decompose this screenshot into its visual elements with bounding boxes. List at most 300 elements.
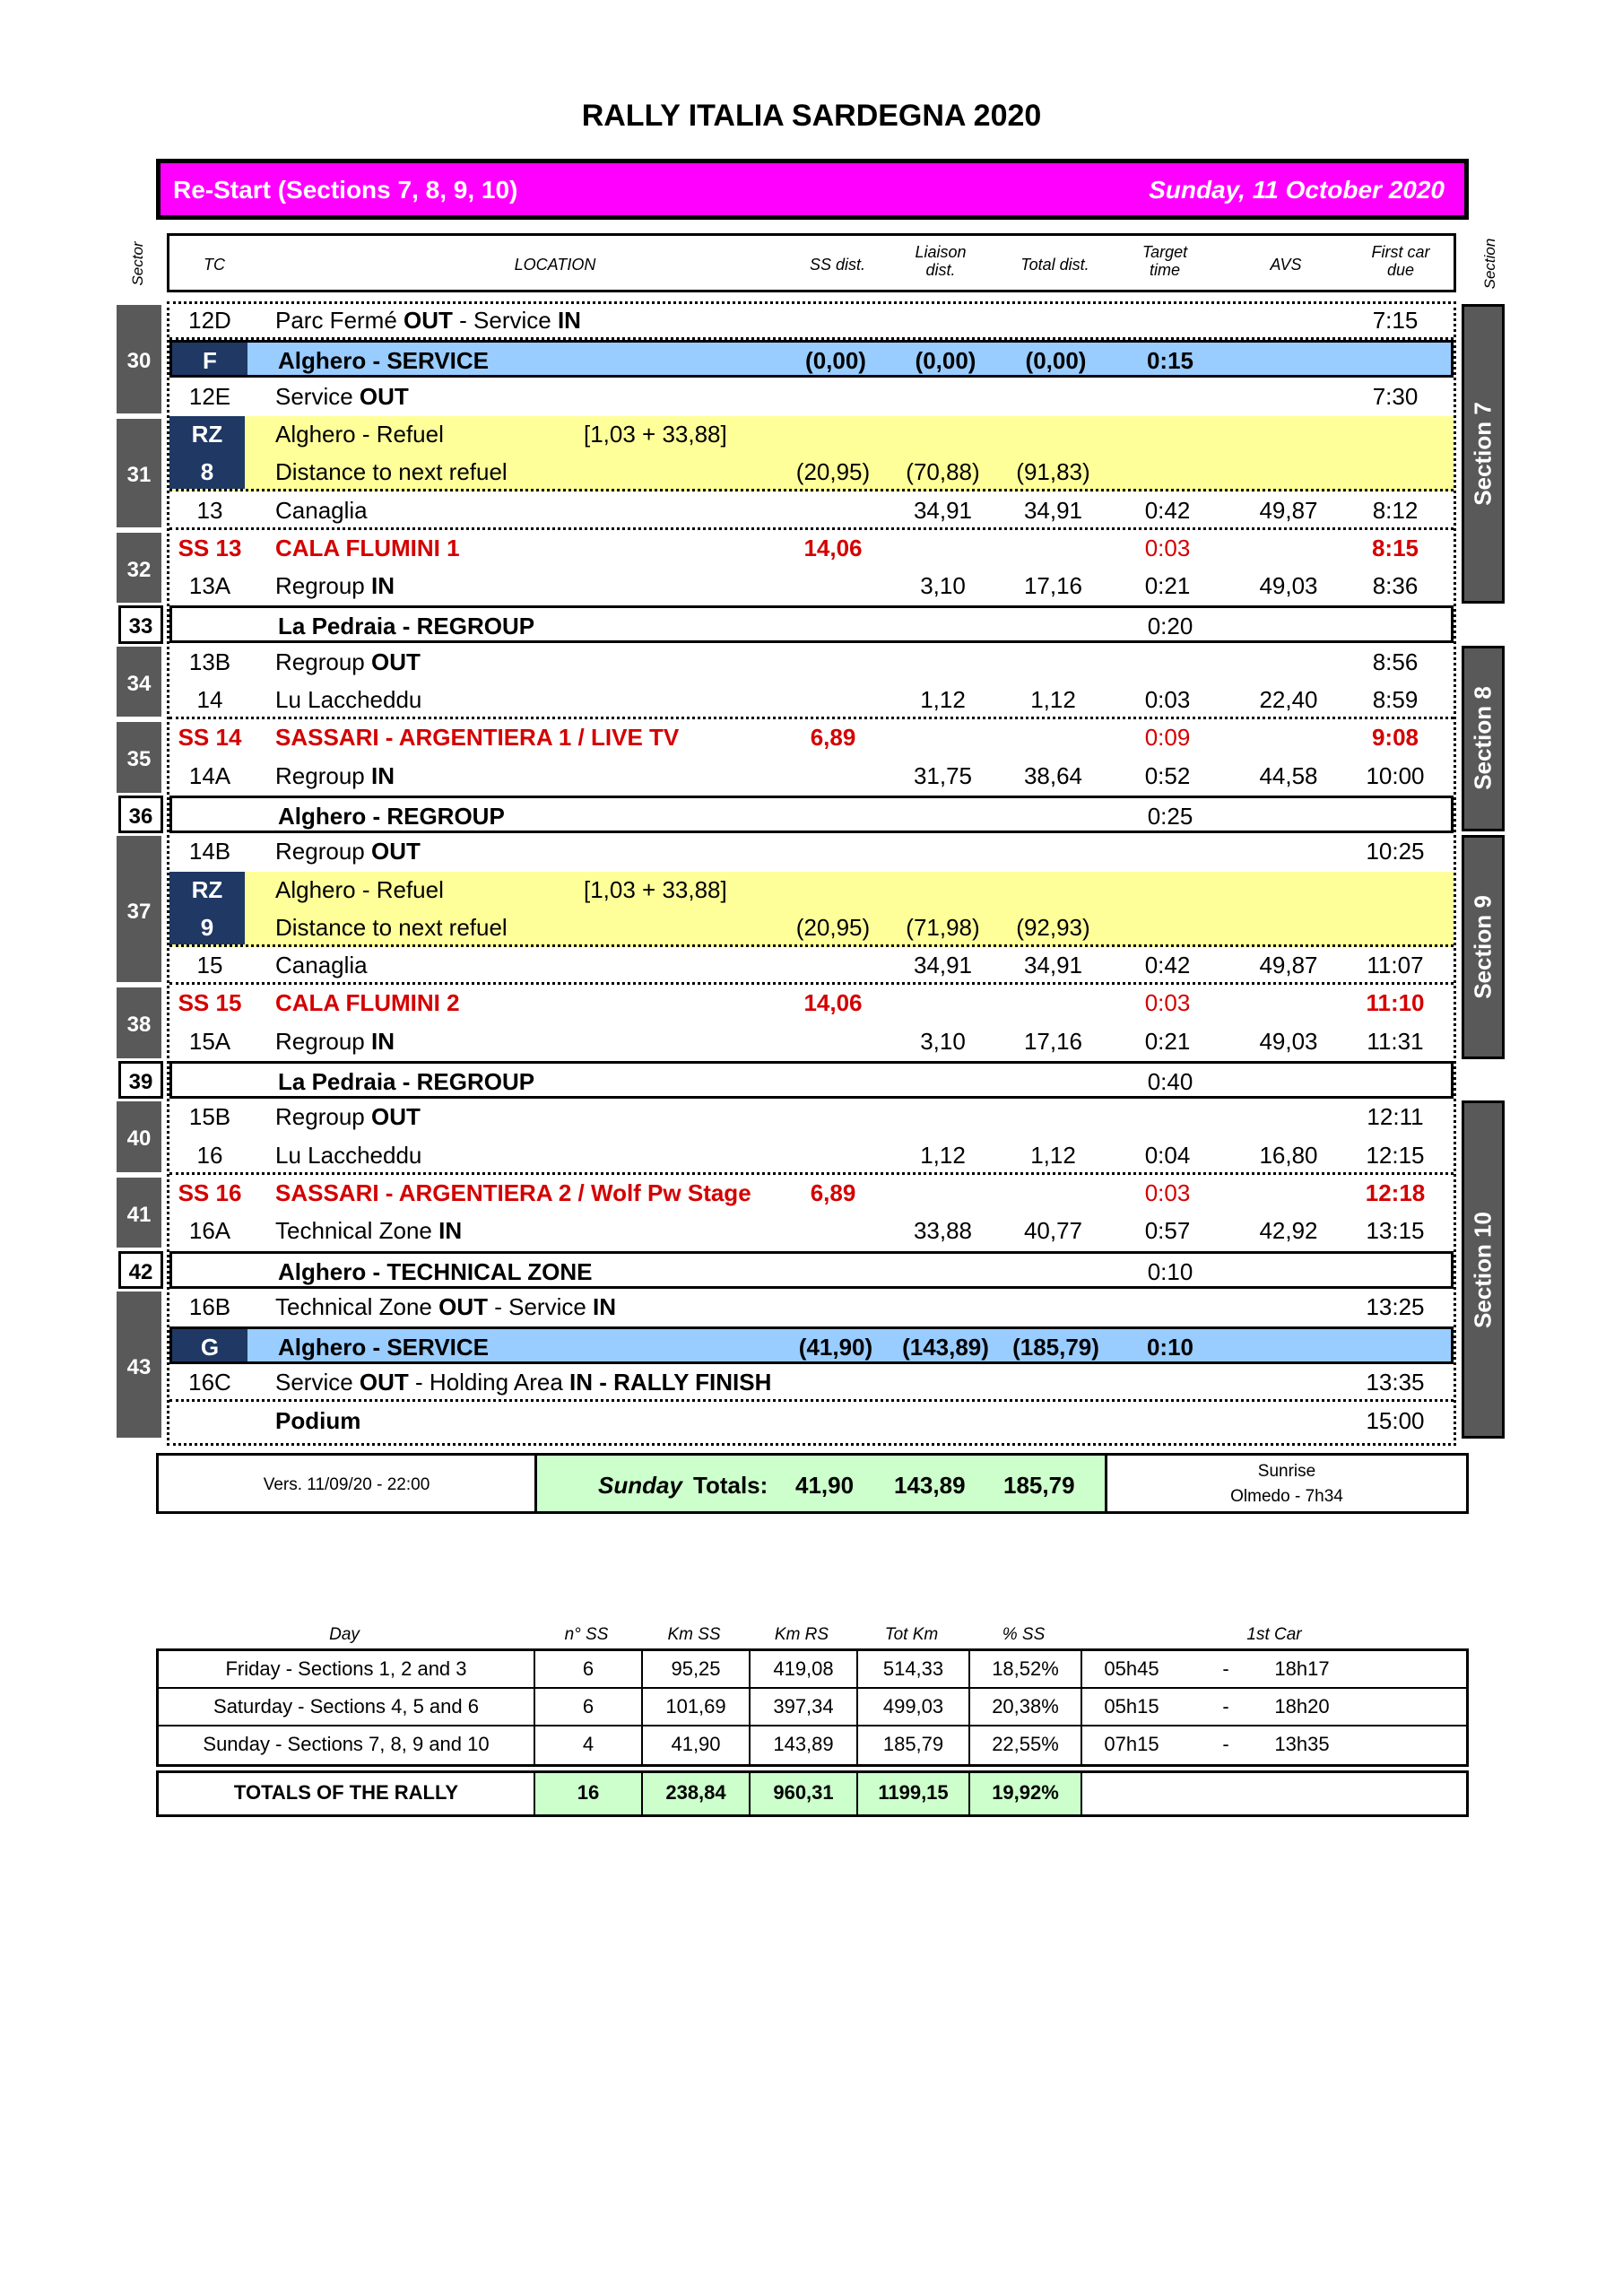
first-car-due: 11:10 [1366,989,1425,1017]
table-row [169,1403,1454,1440]
location-part: IN [370,572,395,600]
location-text: Regroup [275,648,371,675]
table-row [169,530,1454,568]
location [275,686,421,714]
col-avs: AVS [1270,256,1302,274]
ss-dist: (0,00) [805,347,866,375]
tc-code: RZ [191,420,223,448]
summary-header: 1st Car [1246,1625,1302,1644]
liaison-dist: (70,88) [906,458,980,486]
location [275,307,581,335]
col-target-time: Target time [1141,243,1188,279]
section-bar [1462,835,1505,1059]
first-car-due: 8:59 [1372,686,1419,713]
sunrise-info [1107,1456,1466,1511]
location [275,1142,421,1170]
first-car-due: 8:15 [1371,534,1419,561]
first-car-due: 10:00 [1366,761,1425,789]
table-row [169,644,1454,682]
target-time: 0:52 [1144,761,1191,789]
location-text: Technical Zone [275,1217,439,1245]
location-text: Technical Zone [275,1292,439,1320]
liaison-dist: 34,91 [913,496,973,524]
tc-code: 9 [200,913,214,941]
tc-code: F [203,347,217,375]
first-car-due: 11:07 [1367,952,1424,979]
target-time: 0:10 [1146,1334,1194,1361]
first-car-due: 15:00 [1366,1406,1425,1434]
avs-speed: 22,40 [1259,686,1318,713]
table-row [169,1061,1454,1099]
summary-header: Tot Km [884,1625,939,1644]
location-text: Regroup [275,1103,371,1131]
sector-number: 40 [117,1099,161,1175]
avs-speed: 42,92 [1259,1217,1318,1245]
target-time: 0:21 [1144,1027,1191,1055]
avs-speed: 49,87 [1259,952,1318,979]
tc-code: RZ [191,875,223,903]
location [278,347,489,375]
avs-speed: 49,03 [1259,572,1318,600]
summary-first-car: 05h15 [1104,1695,1159,1718]
location-part: - Service [488,1292,594,1320]
summary-first-car: 05h45 [1104,1657,1159,1680]
total-dist: (185,79) [1012,1334,1099,1361]
tc-code: SS 15 [178,989,242,1017]
location-text: Service [275,1369,360,1396]
ss-dist: (20,95) [795,913,871,941]
first-car-due: 8:12 [1372,496,1419,524]
total-dist: 40,77 [1023,1217,1083,1245]
location [275,876,444,904]
tc-code: 12E [188,382,231,410]
location-part: IN [438,1217,463,1245]
location-text: CALA FLUMINI 1 [275,534,460,561]
refuel-note: [1,03 + 33,88] [584,420,727,448]
location-part: OUT [359,382,409,410]
table-row [169,796,1454,833]
target-time: 0:03 [1144,989,1191,1017]
table-row [169,1023,1454,1061]
tc-code: 14A [188,761,231,789]
location-part: IN [370,1027,395,1055]
table-row [169,682,1454,719]
section-bar [1462,1100,1505,1439]
location [275,1407,360,1435]
summary-header: n° SS [564,1625,609,1644]
tc-code: 15B [188,1103,231,1131]
sector-number: 42 [118,1251,163,1289]
location [275,383,409,411]
summary-total-cell: 1199,15 [858,1773,970,1814]
summary-totals-row [159,1773,1466,1814]
table-row [169,909,1454,947]
location-text: Service [275,382,360,410]
table-row [169,1175,1454,1213]
table-row [169,1251,1454,1289]
totals-ss: 41,90 [795,1472,855,1499]
location [275,458,508,486]
ss-dist: 6,89 [810,724,856,752]
target-time: 0:20 [1147,613,1193,640]
summary-cell: 499,03 [858,1689,970,1725]
liaison-dist: 31,75 [913,761,973,789]
summary-first-car: 13h35 [1274,1733,1330,1755]
total-dist: (92,93) [1016,913,1090,941]
tc-code: SS 16 [178,1178,242,1206]
section-label: Section 7 [1469,402,1497,506]
location [278,1068,534,1096]
liaison-dist: (71,98) [906,913,980,941]
first-car-due: 12:11 [1367,1103,1424,1131]
target-time: 0:03 [1144,686,1191,713]
tc-code: G [200,1334,220,1361]
col-ss-dist: SS dist. [809,256,866,274]
table-row [169,1099,1454,1136]
location [275,1179,751,1207]
liaison-dist: 1,12 [920,686,966,713]
summary-cell: 22,55% [970,1726,1082,1764]
summary-header: Km RS [774,1625,829,1644]
liaison-dist: 34,91 [913,952,973,979]
avs-speed: 16,80 [1259,1141,1318,1169]
summary-total-cell: TOTALS OF THE RALLY [159,1773,535,1814]
table-row [169,872,1454,909]
table-row [169,492,1454,530]
column-headers [167,233,1456,292]
summary-cell: Saturday - Sections 4, 5 and 6 [159,1689,535,1725]
summary-cell: 18,52% [970,1651,1082,1687]
sector-number: 39 [118,1061,163,1099]
tc-code: 13B [188,648,231,675]
location-part: IN [370,761,395,789]
target-time: 0:21 [1144,572,1191,600]
target-time: 0:10 [1147,1257,1193,1285]
tc-code: 13A [188,572,231,600]
location-text: La Pedraia - REGROUP [278,613,535,640]
ss-dist: 6,89 [810,1178,856,1206]
location [275,535,460,562]
table-row [169,1213,1454,1250]
summary-cell: Sunday - Sections 7, 8, 9 and 10 [159,1726,535,1764]
table-row [169,454,1454,491]
location [278,1334,489,1361]
location-text: Alghero - Refuel [275,420,444,448]
tc-code: 16A [188,1217,231,1245]
tc-code: 12D [188,307,231,334]
location-part: IN - RALLY FINISH [569,1369,772,1396]
sector-number: 43 [117,1289,161,1440]
total-dist: 38,64 [1023,761,1083,789]
sector-number: 34 [117,644,161,720]
location [278,613,534,640]
location-part: - Holding Area [408,1369,570,1396]
location-text: Distance to next refuel [275,913,508,941]
sunday-totals [537,1456,1107,1511]
avs-speed: 49,03 [1259,1027,1318,1055]
first-car-due: 10:25 [1366,838,1425,865]
location-part: OUT [370,838,421,865]
location [275,762,395,790]
summary-cell: Friday - Sections 1, 2 and 3 [159,1651,535,1687]
summary-row [159,1689,1466,1726]
location-text: Regroup [275,761,371,789]
total-dist: 34,91 [1023,496,1083,524]
target-time: 0:03 [1144,1178,1191,1206]
first-car-due: 13:15 [1366,1217,1425,1245]
totals-total: 185,79 [1003,1472,1075,1499]
refuel-note: [1,03 + 33,88] [584,875,727,903]
location [275,914,508,942]
sector-number: 30 [117,302,161,416]
liaison-dist: 3,10 [920,572,966,600]
summary-header: Day [329,1625,360,1644]
summary-row [159,1651,1466,1689]
location [275,1217,462,1245]
ss-dist: 14,06 [803,534,863,561]
total-dist: (0,00) [1025,347,1087,375]
summary-header: % SS [1002,1625,1046,1644]
target-time: 0:15 [1146,347,1194,375]
location-text: Parc Fermé [275,307,404,334]
summary-header: Km SS [667,1625,721,1644]
section-bar [1462,304,1505,604]
location [275,421,444,448]
totals-label: Totals: [693,1472,768,1499]
liaison-dist: (143,89) [902,1334,989,1361]
summary-first-car: 07h15 [1104,1733,1159,1755]
location-text: Lu Laccheddu [275,686,422,713]
summary-first-car: 18h17 [1274,1657,1330,1680]
ss-dist: 14,06 [803,989,863,1017]
table-row [169,947,1454,985]
tc-code: SS 13 [178,534,242,561]
summary-cell: 95,25 [643,1651,751,1687]
tc-code: 13 [196,496,223,524]
first-car-due: 8:36 [1372,572,1419,600]
table-row [169,1137,1454,1175]
location [275,1369,771,1396]
target-time: 0:25 [1147,802,1193,830]
location-text: Alghero - REGROUP [278,802,505,830]
tc-code: 8 [200,458,214,486]
first-car-due: 9:08 [1371,724,1419,752]
table-row [169,1364,1454,1402]
day-banner [156,159,1469,220]
total-dist: (91,83) [1016,458,1090,486]
summary-cell: 41,90 [643,1726,751,1764]
location-text: Podium [275,1406,361,1434]
first-car-due: 7:15 [1372,307,1419,334]
section-label: Section 10 [1469,1211,1497,1328]
location-part: IN [593,1292,617,1320]
avs-speed: 44,58 [1259,761,1318,789]
summary-cell: 143,89 [751,1726,858,1764]
summary-cell: 6 [535,1689,643,1725]
banner-date: Sunday, 11 October 2020 [1149,176,1445,204]
col-total-dist: Total dist. [1020,256,1089,274]
liaison-dist: (0,00) [915,347,976,375]
target-time: 0:42 [1144,952,1191,979]
location [275,648,421,676]
tc-code: 16 [196,1141,223,1169]
liaison-dist: 33,88 [913,1217,973,1245]
summary-first-car: - [1222,1695,1229,1718]
ss-dist: (41,90) [798,1334,873,1361]
sunrise-label: Sunrise [1257,1462,1316,1481]
sunrise-place: Olmedo - 7h34 [1230,1487,1343,1506]
location-part: OUT [404,307,453,334]
summary-cell: 419,08 [751,1651,858,1687]
summary-row [159,1726,1466,1764]
location-text: Alghero - TECHNICAL ZONE [278,1257,593,1285]
first-car-due: 13:35 [1366,1369,1425,1396]
table-row [169,833,1454,871]
target-time: 0:04 [1144,1141,1191,1169]
section-label: Section 8 [1469,686,1497,791]
total-dist: 34,91 [1023,952,1083,979]
table-row [169,416,1454,454]
location [275,497,368,525]
col-liaison-dist: Liaison dist. [915,243,967,279]
tc-code: 14B [188,838,231,865]
first-car-due: 8:56 [1372,648,1419,675]
avs-speed: 49,87 [1259,496,1318,524]
location-text: Alghero - Refuel [275,875,444,903]
location [275,1293,616,1321]
first-car-due: 13:25 [1366,1292,1425,1320]
tc-code: 15 [196,952,223,979]
table-row [169,340,1454,378]
summary-total-cell: 19,92% [970,1773,1082,1814]
summary-cell: 514,33 [858,1651,970,1687]
table-row [169,302,1454,340]
summary-cell: 20,38% [970,1689,1082,1725]
target-time: 0:09 [1144,724,1191,752]
sector-number: 36 [118,796,163,833]
location-text: CALA FLUMINI 2 [275,989,460,1017]
location-part: OUT [370,1103,421,1131]
total-dist: 17,16 [1023,572,1083,600]
location-part: OUT [370,648,421,675]
summary-cell: 397,34 [751,1689,858,1725]
summary-table [156,1648,1469,1767]
sector-number: 41 [117,1175,161,1251]
location [275,572,395,600]
sector-number: 32 [117,530,161,606]
target-time: 0:40 [1147,1068,1193,1095]
col-location: LOCATION [514,256,596,274]
location-text: Alghero - SERVICE [278,1334,490,1361]
sector-number: 33 [118,605,163,643]
first-car-due: 12:18 [1365,1178,1426,1206]
tc-code: 16B [188,1292,231,1320]
location [275,838,421,865]
location-text: SASSARI - ARGENTIERA 2 / Wolf Pw Stage [275,1178,751,1206]
totals-day: Sunday [598,1472,682,1499]
total-dist: 1,12 [1030,1141,1076,1169]
tc-code: 15A [188,1027,231,1055]
version-label: Vers. 11/09/20 - 22:00 [159,1456,537,1511]
tc-code: SS 14 [178,724,242,752]
target-time: 0:42 [1144,496,1191,524]
summary-cell: 6 [535,1651,643,1687]
location-text: Canaglia [275,952,368,979]
totals-liaison: 143,89 [894,1472,966,1499]
summary-cell: 101,69 [643,1689,751,1725]
location [275,1103,421,1131]
location-part: - Service [452,307,558,334]
location [275,724,679,752]
banner-restart: Re-Start (Sections 7, 8, 9, 10) [173,176,518,204]
totals-footer [156,1453,1469,1514]
location-part: IN [557,307,581,334]
location-text: Regroup [275,838,371,865]
table-row [169,605,1454,643]
total-dist: 17,16 [1023,1027,1083,1055]
liaison-dist: 1,12 [920,1141,966,1169]
summary-cell: 4 [535,1726,643,1764]
summary-total-cell: 960,31 [751,1773,858,1814]
location-text: Regroup [275,1027,371,1055]
summary-cell: 185,79 [858,1726,970,1764]
tc-code: 14 [196,686,223,713]
summary-first-car: - [1222,1733,1229,1755]
section-label: Section 9 [1469,895,1497,999]
col-tc: TC [204,256,225,274]
sector-header: Sector [129,241,146,286]
ss-dist: (20,95) [795,458,871,486]
table-row [169,378,1454,416]
tc-code: 16C [188,1369,231,1396]
location-part: OUT [359,1369,409,1396]
liaison-dist: 3,10 [920,1027,966,1055]
first-car-due: 12:15 [1366,1141,1425,1169]
summary-first-car: - [1222,1657,1229,1680]
table-row [169,758,1454,796]
total-dist: 1,12 [1030,686,1076,713]
table-row [169,719,1454,757]
summary-first-car: 18h20 [1274,1695,1330,1718]
table-row [169,985,1454,1022]
page-title: RALLY ITALIA SARDEGNA 2020 [581,99,1042,133]
location-text: La Pedraia - REGROUP [278,1068,535,1095]
location-text: Regroup [275,572,371,600]
table-row [169,1326,1454,1364]
location [275,952,368,979]
location-part: OUT [438,1292,488,1320]
summary-total-cell: 238,84 [643,1773,751,1814]
sector-number: 37 [117,833,161,985]
location-text: Distance to next refuel [275,458,508,486]
location [275,1028,395,1056]
location-text: Alghero - SERVICE [278,347,490,375]
section-header: Section [1481,238,1498,290]
location [278,803,505,831]
target-time: 0:57 [1144,1217,1191,1245]
sector-number: 38 [117,985,161,1061]
sector-number: 31 [117,416,161,530]
location-text: SASSARI - ARGENTIERA 1 / LIVE TV [275,724,680,752]
location [278,1258,593,1286]
col-first-car: First car due [1371,243,1430,279]
summary-total-cell: 16 [535,1773,643,1814]
location [275,989,460,1017]
sector-number: 35 [117,719,161,796]
first-car-due: 11:31 [1367,1027,1424,1055]
summary-totals [156,1770,1469,1817]
first-car-due: 7:30 [1372,382,1419,410]
